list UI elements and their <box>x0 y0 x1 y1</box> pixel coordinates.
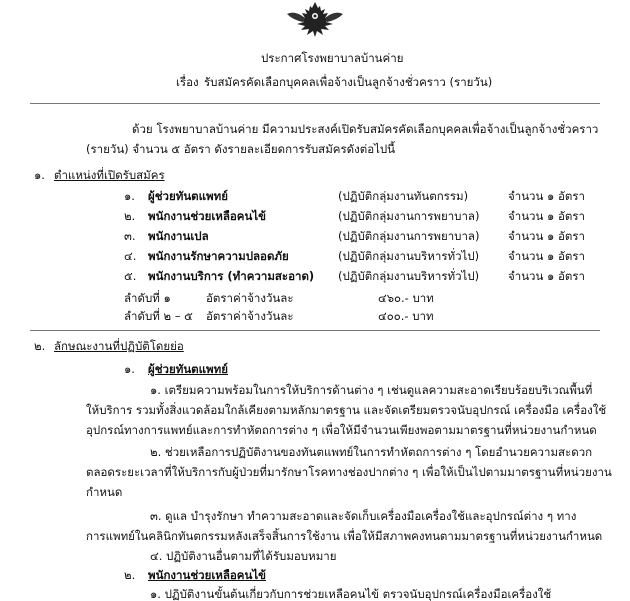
duty-line: ๓. ดูแล บำรุงรักษา ทำความสะอาดและจัดเก็บเครื่องมือเครื่องใช้และอุปกรณ์ต่าง ๆ ทาง <box>150 509 577 523</box>
position-name: พนักงานช่วยเหลือคนไข้ <box>148 209 267 223</box>
position-number: ๕. <box>124 269 137 283</box>
subsection-title: พนักงานช่วยเหลือคนไข้ <box>148 568 267 582</box>
subsection-title: ผู้ช่วยทันตแพทย์ <box>148 362 228 376</box>
duty-line: ๔. ปฏิบัติงานอื่นตามที่ได้รับมอบหมาย <box>150 549 337 563</box>
duty-line: กำหนด <box>86 485 123 499</box>
position-number: ๓. <box>124 229 136 243</box>
position-name: พนักงานบริการ (ทำความสะอาด) <box>148 269 315 283</box>
subsection-number: ๑. <box>124 362 135 376</box>
header-divider <box>30 103 600 104</box>
position-name: พนักงานรักษาความปลอดภัย <box>148 249 289 263</box>
duty-line: อุปกรณ์ทางการแพทย์และการทำหัตถการต่าง ๆ เพื่อให้มีจำนวนเพียงพอตามมาตรฐานที่หน่วยงานกำหนด <box>86 423 597 437</box>
position-number: ๔. <box>124 249 137 263</box>
subject-text: รับสมัครคัดเลือกบุคคลเพื่อจ้างเป็นลูกจ้างชั่วคราว (รายวัน) <box>204 75 493 89</box>
position-count: จำนวน ๑ อัตรา <box>508 249 585 263</box>
section-2-title: ลักษณะงานที่ปฏิบัติโดยย่อ <box>54 339 184 353</box>
wage-label: ลำดับที่ ๒ – ๕ <box>124 309 193 323</box>
intro-line-2: (รายวัน) จำนวน ๕ อัตรา ดังรายละเอียดการรับสมัครดังต่อไปนี้ <box>86 142 396 156</box>
announcement-title: ประกาศโรงพยาบาลบ้านค่าย <box>261 51 404 65</box>
wage-desc: อัตราค่าจ้างวันละ <box>206 309 294 323</box>
wage-amount: ๔๐๐.- บาท <box>378 309 434 323</box>
subject-label: เรื่อง <box>176 75 199 89</box>
duty-line: ๑. เตรียมความพร้อมในการให้บริการด้านต่าง ๆ เช่นดูแลความสะอาดเรียบร้อยบริเวณพื้นที่ <box>150 383 593 397</box>
intro-line-1: ด้วย โรงพยาบาลบ้านค่าย มีความประสงค์เปิดรับสมัครคัดเลือกบุคคลเพื่อจ้างเป็นลูกจ้างชั่วคราว <box>132 122 599 136</box>
position-count: จำนวน ๑ อัตรา <box>508 189 585 203</box>
position-count: จำนวน ๑ อัตรา <box>508 209 585 223</box>
section-1-number: ๑. <box>34 168 45 182</box>
duty-line: ตลอดระยะเวลาที่ให้บริการกับผู้ป่วยที่มารักษาโรคทางช่องปากต่าง ๆ เพื่อให้เป็นไปตามมาตรฐานที่หน่วยงาน <box>86 465 612 479</box>
duty-line: ให้บริการ รวมทั้งสิ่งแวดล้อมใกล้เคียงตามหลักมาตรฐาน และจัดเตรียมตรวจนับอุปกรณ์ เครื่องมือ เครื่องใช้ <box>86 403 607 417</box>
duty-line: ๒. ช่วยเหลือการปฏิบัติงานของทันตแพทย์ในการทำหัตถการต่าง ๆ โดยอำนวยความสะดวก <box>150 445 593 459</box>
section-1-title: ตำแหน่งที่เปิดรับสมัคร <box>54 168 165 182</box>
position-group: (ปฏิบัติกลุ่มงานบริหารทั่วไป) <box>338 269 480 283</box>
wage-amount: ๔๖๐.- บาท <box>378 291 434 305</box>
position-number: ๑. <box>124 189 135 203</box>
wage-label: ลำดับที่ ๑ <box>124 291 171 305</box>
garuda-emblem-icon <box>283 0 347 38</box>
position-count: จำนวน ๑ อัตรา <box>508 269 585 283</box>
position-group: (ปฏิบัติกลุ่มงานการพยาบาล) <box>338 209 480 223</box>
position-group: (ปฏิบัติกลุ่มงานบริหารทั่วไป) <box>338 249 480 263</box>
position-count: จำนวน ๑ อัตรา <box>508 229 585 243</box>
duty-line: ๑. ปฏิบัติงานขั้นต้นเกี่ยวกับการช่วยเหลือคนไข้ ตรวจนับอุปกรณ์เครื่องมือเครื่องใช้ <box>150 587 552 601</box>
section-2-number: ๒. <box>34 339 46 353</box>
subsection-number: ๒. <box>124 568 136 582</box>
position-group: (ปฏิบัติกลุ่มงานทันตกรรม) <box>338 189 469 203</box>
position-name: ผู้ช่วยทันตแพทย์ <box>148 189 228 203</box>
wage-desc: อัตราค่าจ้างวันละ <box>206 291 294 305</box>
section-divider <box>30 330 600 331</box>
duty-line: การแพทย์ในคลินิกทันตกรรมหลังเสร็จสิ้นการใช้งาน เพื่อให้มีสภาพคงทนตามมาตรฐานที่หน่วยงานกำหนด <box>86 529 603 543</box>
position-name: พนักงานเปล <box>148 229 209 243</box>
position-group: (ปฏิบัติกลุ่มงานการพยาบาล) <box>338 229 480 243</box>
position-number: ๒. <box>124 209 136 223</box>
